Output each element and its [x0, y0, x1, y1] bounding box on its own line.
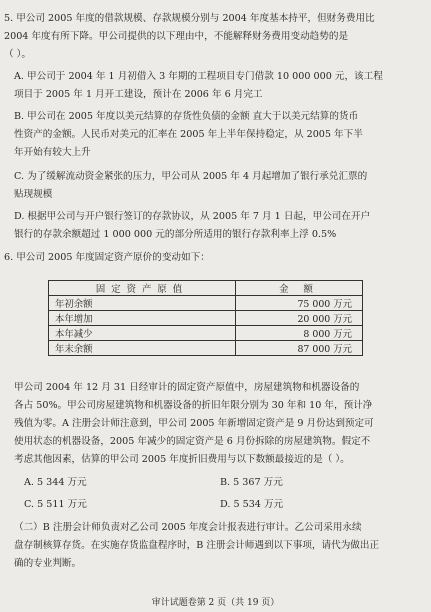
q5-option-d-line-1: D. 根据甲公司与开户银行签订的存款协议，从 2005 年 7 月 1 日起，甲公司在开户	[14, 211, 371, 222]
q5-option-c-line-1: C. 为了缓解流动资金紧张的压力，甲公司从 2005 年 4 月起增加了银行承兑汇票的	[14, 171, 368, 182]
q5-line-2: 2004 年度有所下降。甲公司提供的以下理由中，不能解释财务费用变动趋势的是	[4, 31, 349, 42]
table-row	[49, 326, 363, 341]
q6-option-d: D. 5 534 万元	[220, 499, 284, 510]
q6-para-line-2: 各占 50%。甲公司房屋建筑物和机器设备的折旧年限分别为 30 年和 10 年，预计净	[14, 400, 373, 411]
q5-option-b-line-3: 年开始有较大上升	[14, 147, 91, 158]
q5-option-c-line-2: 贴现规模	[14, 189, 53, 200]
q6-para-line-3: 残值为零。A 注册会计师注意到，甲公司 2005 年新增固定资产是 9 月份达到预定可	[14, 418, 374, 429]
table-cell-item: 本年增加	[49, 311, 236, 326]
table-cell-item: 年初余额	[49, 296, 236, 311]
table-cell-amount: 8 000 万元	[235, 326, 362, 341]
table-cell-amount: 20 000 万元	[235, 311, 362, 326]
table-cell-item: 年末余额	[49, 341, 236, 356]
q5-option-b-line-1: B. 甲公司在 2005 年度以美元结算的存货性负债的金额 直大于以美元结算的货币	[14, 111, 359, 122]
table-cell-item: 本年减少	[49, 326, 236, 341]
q5-line-3: （ ）。	[4, 49, 32, 60]
q6-option-c: C. 5 511 万元	[24, 499, 87, 510]
q5-option-d-line-2: 银行的存款余额超过 1 000 000 元的部分所适用的银行存款利率上浮 0.5%	[14, 229, 337, 240]
q6-option-b: B. 5 367 万元	[220, 477, 283, 488]
section2-line-1: （二）B 注册会计师负责对乙公司 2005 年度会计报表进行审计。乙公司采用永续	[14, 522, 362, 533]
q6-option-a: A. 5 344 万元	[24, 477, 87, 488]
q6-para-line-1: 甲公司 2004 年 12 月 31 日经审计的固定资产原值中，房屋建筑物和机器设备的	[14, 382, 360, 393]
q5-option-a-line-1: A. 甲公司于 2004 年 1 月初借入 3 年期的工程项目专门借款 10 000 000 元，该工程	[14, 71, 383, 82]
table-row	[49, 311, 363, 326]
q6-para-line-5: 考虑其他因素，估算的甲公司 2005 年度折旧费用与以下数额最接近的是（ ）。	[14, 454, 350, 465]
table-cell-amount: 75 000 万元	[235, 296, 362, 311]
q6-intro: 6. 甲公司 2005 年度固定资产原价的变动如下：	[4, 252, 210, 263]
table-row	[49, 341, 363, 356]
table-cell-amount: 87 000 万元	[235, 341, 362, 356]
q5-option-a-line-2: 项目于 2005 年 1 月开工建设，预计在 2006 年 6 月完工	[14, 89, 263, 100]
page-footer: 审计试题卷第 2 页（共 19 页）	[151, 598, 280, 608]
q5-line-1: 5. 甲公司 2005 年度的借款规模、存款规模分别与 2004 年度基本持平，但财务费用比	[4, 13, 375, 24]
q5-option-b-line-2: 性资产的金额。人民币对美元的汇率在 2005 年上半年保持稳定，从 2005 年下半	[14, 129, 363, 140]
q6-para-line-4: 使用状态的机器设备，2005 年减少的固定资产是 6 月份拆除的房屋建筑物。假定不	[14, 436, 371, 447]
table-row	[49, 296, 363, 311]
section2-line-2: 盘存制核算存货。在实施存货监盘程序时，B 注册会计师遇到以下事项，请代为做出正	[14, 540, 380, 551]
fixed-asset-table	[48, 280, 363, 356]
table-header-row	[49, 281, 363, 296]
table-header-amount: 金 额	[235, 281, 362, 296]
section2-line-3: 确的专业判断。	[14, 558, 82, 569]
table-header-item: 固定资产原值	[49, 281, 236, 296]
